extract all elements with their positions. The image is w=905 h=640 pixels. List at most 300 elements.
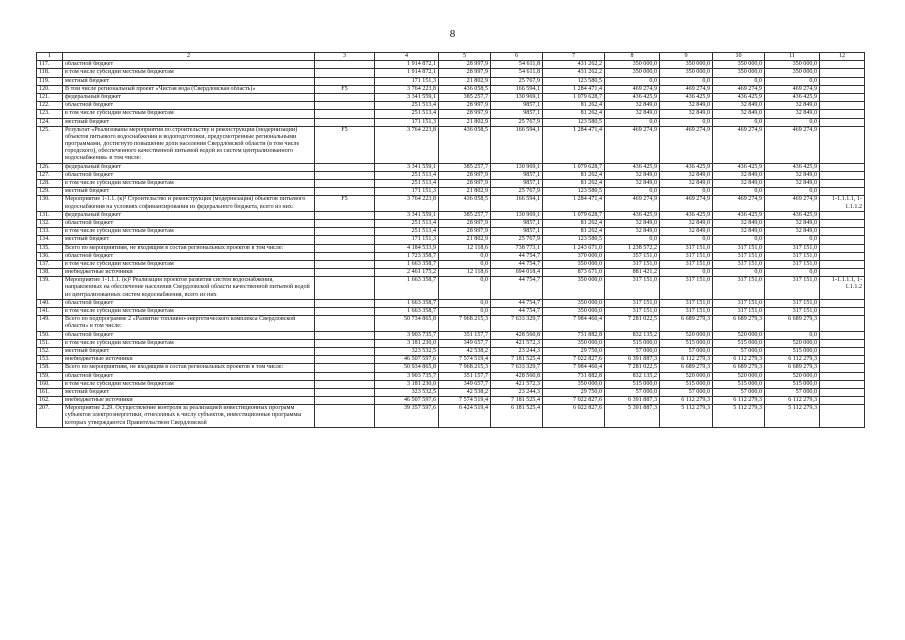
year-2028-amount: 317 151,0 <box>660 299 713 307</box>
row-description: в том числе субсидии местным бюджетам <box>63 110 315 118</box>
year-2027-amount: 317 151,0 <box>605 299 660 307</box>
row-description: федеральный бюджет <box>63 211 315 219</box>
year-2024-amount: 21 802,9 <box>439 236 491 244</box>
year-2028-amount: 6 689 279,3 <box>660 316 713 331</box>
program-code: F5 <box>315 85 375 93</box>
table-row <box>37 163 865 171</box>
year-2030-amount: 469 274,9 <box>765 196 820 211</box>
row-number: 132. <box>37 219 63 227</box>
year-2029-amount: 469 274,9 <box>713 196 765 211</box>
year-2030-amount: 436 425,9 <box>765 163 820 171</box>
year-2024-amount: 6 424 519,4 <box>439 405 491 428</box>
year-2030-amount: 32 849,0 <box>765 228 820 236</box>
target-link <box>820 252 865 260</box>
year-2025-amount: 130 969,1 <box>491 93 543 101</box>
total-amount: 3 181 230,0 <box>375 380 439 388</box>
total-amount: 251 513,4 <box>375 110 439 118</box>
target-link <box>820 126 865 163</box>
year-2029-amount: 469 274,9 <box>713 85 765 93</box>
total-amount: 323 532,5 <box>375 388 439 396</box>
year-2029-amount: 32 849,0 <box>713 102 765 110</box>
year-2026-amount: 431 262,2 <box>543 61 605 69</box>
year-2028-amount: 0,0 <box>660 77 713 85</box>
year-2030-amount: 520 000,0 <box>765 339 820 347</box>
year-2028-amount: 520 000,0 <box>660 331 713 339</box>
year-2028-amount: 350 000,0 <box>660 61 713 69</box>
year-2030-amount: 0,0 <box>765 188 820 196</box>
year-2024-amount: 385 257,7 <box>439 211 491 219</box>
target-link <box>820 339 865 347</box>
year-2025-amount: 44 754,7 <box>491 277 543 300</box>
header-cell: 1 <box>37 53 63 61</box>
year-2027-amount: 832 135,2 <box>605 372 660 380</box>
header-row <box>37 53 865 61</box>
year-2030-amount: 57 000,0 <box>765 388 820 396</box>
row-description: местный бюджет <box>63 188 315 196</box>
year-2027-amount: 57 000,0 <box>605 388 660 396</box>
row-number: 123. <box>37 110 63 118</box>
program-code <box>315 171 375 179</box>
year-2028-amount: 350 000,0 <box>660 69 713 77</box>
total-amount: 2 461 175,2 <box>375 269 439 277</box>
row-description: в том числе субсидии местным бюджетам <box>63 180 315 188</box>
header-cell: 4 <box>375 53 439 61</box>
target-link <box>820 102 865 110</box>
row-description: в том числе субсидии местным бюджетам <box>63 228 315 236</box>
year-2028-amount: 32 849,0 <box>660 228 713 236</box>
year-2024-amount: 7 968 215,3 <box>439 316 491 331</box>
target-link <box>820 163 865 171</box>
table-row <box>37 211 865 219</box>
header-cell: 5 <box>439 53 491 61</box>
year-2028-amount: 5 112 279,3 <box>660 405 713 428</box>
row-description: Мероприятие 2.29. Осуществление контроля за реализацией инвестиционных программ субъектов электроэнергетики, отнесенных к числу субъектов, инвестиционные программы которых утверждаются Правительством Свердловской <box>63 405 315 428</box>
year-2026-amount: 350 000,0 <box>543 260 605 268</box>
year-2030-amount: 317 151,0 <box>765 244 820 252</box>
year-2028-amount: 515 000,0 <box>660 339 713 347</box>
year-2028-amount: 6 112 279,3 <box>660 356 713 364</box>
table-row <box>37 126 865 163</box>
program-code <box>315 102 375 110</box>
year-2028-amount: 469 274,9 <box>660 126 713 163</box>
year-2028-amount: 32 849,0 <box>660 171 713 179</box>
year-2025-amount: 428 560,8 <box>491 331 543 339</box>
year-2027-amount: 832 135,2 <box>605 331 660 339</box>
row-description: областной бюджет <box>63 219 315 227</box>
row-number: 152. <box>37 347 63 355</box>
year-2027-amount: 0,0 <box>605 118 660 126</box>
year-2027-amount: 350 000,0 <box>605 61 660 69</box>
row-number: 120. <box>37 85 63 93</box>
year-2029-amount: 0,0 <box>713 236 765 244</box>
row-description: Всего по мероприятиям, не входящим в состав региональных проектов в том числе: <box>63 364 315 372</box>
year-2027-amount: 469 274,9 <box>605 126 660 163</box>
year-2028-amount: 520 000,0 <box>660 372 713 380</box>
program-code <box>315 347 375 355</box>
year-2027-amount: 515 000,0 <box>605 380 660 388</box>
year-2028-amount: 32 849,0 <box>660 180 713 188</box>
target-link <box>820 244 865 252</box>
target-link <box>820 372 865 380</box>
year-2030-amount: 436 425,9 <box>765 211 820 219</box>
header-cell: 9 <box>660 53 713 61</box>
year-2026-amount: 81 262,4 <box>543 171 605 179</box>
year-2026-amount: 1 079 628,7 <box>543 163 605 171</box>
year-2030-amount: 436 425,9 <box>765 93 820 101</box>
year-2030-amount: 0,0 <box>765 331 820 339</box>
year-2029-amount: 317 151,0 <box>713 299 765 307</box>
table-row <box>37 85 865 93</box>
year-2024-amount: 28 997,9 <box>439 61 491 69</box>
year-2030-amount: 6 112 279,3 <box>765 356 820 364</box>
year-2028-amount: 32 849,0 <box>660 110 713 118</box>
year-2024-amount: 42 538,2 <box>439 347 491 355</box>
year-2024-amount: 349 657,7 <box>439 380 491 388</box>
table-row <box>37 196 865 211</box>
year-2025-amount: 9857,1 <box>491 228 543 236</box>
year-2026-amount: 1 284 471,4 <box>543 126 605 163</box>
year-2026-amount: 7 984 460,4 <box>543 364 605 372</box>
year-2024-amount: 28 997,9 <box>439 69 491 77</box>
year-2026-amount: 81 262,4 <box>543 110 605 118</box>
year-2030-amount: 0,0 <box>765 118 820 126</box>
program-code <box>315 110 375 118</box>
header-cell: 3 <box>315 53 375 61</box>
row-description: местный бюджет <box>63 236 315 244</box>
total-amount: 171 151,3 <box>375 188 439 196</box>
row-description: внебюджетные источники <box>63 356 315 364</box>
year-2025-amount: 6 181 525,4 <box>491 405 543 428</box>
year-2024-amount: 28 997,9 <box>439 102 491 110</box>
row-number: 129. <box>37 188 63 196</box>
target-link <box>820 118 865 126</box>
total-amount: 251 513,4 <box>375 228 439 236</box>
header-cell: 2 <box>63 53 315 61</box>
year-2027-amount: 515 000,0 <box>605 339 660 347</box>
year-2030-amount: 469 274,9 <box>765 126 820 163</box>
year-2029-amount: 317 151,0 <box>713 277 765 300</box>
year-2025-amount: 9857,1 <box>491 171 543 179</box>
year-2027-amount: 436 425,9 <box>605 93 660 101</box>
year-2030-amount: 350 000,0 <box>765 61 820 69</box>
year-2029-amount: 32 849,0 <box>713 110 765 118</box>
program-code <box>315 405 375 428</box>
year-2029-amount: 469 274,9 <box>713 126 765 163</box>
year-2024-amount: 436 058,5 <box>439 126 491 163</box>
row-description: в том числе субсидии местным бюджетам <box>63 380 315 388</box>
year-2027-amount: 7 281 022,5 <box>605 364 660 372</box>
year-2030-amount: 6 112 279,3 <box>765 397 820 405</box>
row-description: в том числе субсидии местным бюджетам <box>63 69 315 77</box>
row-number: 130. <box>37 196 63 211</box>
year-2025-amount: 54 611,8 <box>491 61 543 69</box>
year-2029-amount: 0,0 <box>713 118 765 126</box>
year-2026-amount: 81 262,4 <box>543 219 605 227</box>
program-code: F5 <box>315 196 375 211</box>
year-2027-amount: 317 151,0 <box>605 260 660 268</box>
total-amount: 251 513,4 <box>375 102 439 110</box>
program-code <box>315 339 375 347</box>
year-2030-amount: 32 849,0 <box>765 110 820 118</box>
year-2029-amount: 350 000,0 <box>713 61 765 69</box>
total-amount: 50 734 865,8 <box>375 316 439 331</box>
year-2027-amount: 6 391 887,3 <box>605 397 660 405</box>
table-row <box>37 228 865 236</box>
row-description: областной бюджет <box>63 331 315 339</box>
year-2026-amount: 29 750,0 <box>543 347 605 355</box>
total-amount: 3 764 223,8 <box>375 126 439 163</box>
year-2029-amount: 436 425,9 <box>713 211 765 219</box>
total-amount: 171 151,3 <box>375 236 439 244</box>
header-cell: 12 <box>820 53 865 61</box>
total-amount: 1 723 358,7 <box>375 252 439 260</box>
row-number: 128. <box>37 180 63 188</box>
year-2026-amount: 81 262,4 <box>543 228 605 236</box>
year-2028-amount: 0,0 <box>660 118 713 126</box>
row-description: В том числе региональный проект «Чистая вода (Свердловская область)» <box>63 85 315 93</box>
table-row <box>37 269 865 277</box>
program-code <box>315 252 375 260</box>
year-2028-amount: 436 425,9 <box>660 211 713 219</box>
year-2024-amount: 351 157,7 <box>439 372 491 380</box>
row-number: 135. <box>37 244 63 252</box>
row-description: в том числе субсидии местным бюджетам <box>63 260 315 268</box>
year-2026-amount: 350 000,0 <box>543 277 605 300</box>
year-2027-amount: 317 151,0 <box>605 308 660 316</box>
target-link <box>820 219 865 227</box>
year-2029-amount: 317 151,0 <box>713 252 765 260</box>
table-row <box>37 102 865 110</box>
year-2024-amount: 42 538,2 <box>439 388 491 396</box>
year-2025-amount: 44 754,7 <box>491 252 543 260</box>
year-2028-amount: 317 151,0 <box>660 277 713 300</box>
total-amount: 323 532,5 <box>375 347 439 355</box>
year-2030-amount: 317 151,0 <box>765 299 820 307</box>
year-2025-amount: 130 969,1 <box>491 211 543 219</box>
year-2029-amount: 317 151,0 <box>713 244 765 252</box>
year-2028-amount: 317 151,0 <box>660 308 713 316</box>
table-row <box>37 219 865 227</box>
year-2026-amount: 123 580,5 <box>543 77 605 85</box>
target-link <box>820 188 865 196</box>
year-2029-amount: 32 849,0 <box>713 180 765 188</box>
total-amount: 3 764 223,8 <box>375 196 439 211</box>
total-amount: 3 181 230,0 <box>375 339 439 347</box>
year-2027-amount: 32 849,0 <box>605 102 660 110</box>
year-2026-amount: 350 000,0 <box>543 339 605 347</box>
row-number: 124. <box>37 118 63 126</box>
row-number: 153. <box>37 356 63 364</box>
target-link <box>820 180 865 188</box>
total-amount: 171 151,3 <box>375 77 439 85</box>
row-description: областной бюджет <box>63 299 315 307</box>
year-2027-amount: 0,0 <box>605 188 660 196</box>
program-code <box>315 69 375 77</box>
table-row <box>37 118 865 126</box>
year-2028-amount: 6 689 279,3 <box>660 364 713 372</box>
table-row <box>37 188 865 196</box>
year-2025-amount: 9857,1 <box>491 180 543 188</box>
year-2025-amount: 130 969,1 <box>491 163 543 171</box>
total-amount: 251 513,4 <box>375 180 439 188</box>
year-2025-amount: 23 244,3 <box>491 347 543 355</box>
year-2027-amount: 57 000,0 <box>605 347 660 355</box>
year-2030-amount: 0,0 <box>765 236 820 244</box>
year-2025-amount: 54 611,8 <box>491 69 543 77</box>
year-2028-amount: 317 151,0 <box>660 252 713 260</box>
target-link <box>820 331 865 339</box>
year-2025-amount: 44 754,7 <box>491 260 543 268</box>
year-2030-amount: 0,0 <box>765 269 820 277</box>
year-2029-amount: 515 000,0 <box>713 380 765 388</box>
row-number: 207. <box>37 405 63 428</box>
year-2030-amount: 515 000,0 <box>765 347 820 355</box>
row-number: 150. <box>37 331 63 339</box>
year-2030-amount: 350 000,0 <box>765 69 820 77</box>
year-2024-amount: 351 157,7 <box>439 331 491 339</box>
program-code: F5 <box>315 126 375 163</box>
year-2026-amount: 81 262,4 <box>543 180 605 188</box>
year-2030-amount: 317 151,0 <box>765 260 820 268</box>
row-description: областной бюджет <box>63 252 315 260</box>
program-code <box>315 331 375 339</box>
row-number: 160. <box>37 380 63 388</box>
program-code <box>315 380 375 388</box>
table-row <box>37 356 865 364</box>
row-number: 151. <box>37 339 63 347</box>
total-amount: 3 903 735,7 <box>375 331 439 339</box>
year-2024-amount: 28 997,9 <box>439 228 491 236</box>
year-2029-amount: 57 000,0 <box>713 347 765 355</box>
year-2026-amount: 370 000,0 <box>543 252 605 260</box>
row-number: 161. <box>37 388 63 396</box>
year-2024-amount: 7 574 519,4 <box>439 397 491 405</box>
year-2029-amount: 436 425,9 <box>713 163 765 171</box>
year-2025-amount: 7 181 525,4 <box>491 397 543 405</box>
target-link <box>820 299 865 307</box>
row-description: областной бюджет <box>63 102 315 110</box>
year-2028-amount: 0,0 <box>660 188 713 196</box>
row-number: 158. <box>37 364 63 372</box>
year-2030-amount: 32 849,0 <box>765 219 820 227</box>
year-2024-amount: 0,0 <box>439 299 491 307</box>
total-amount: 4 184 533,9 <box>375 244 439 252</box>
year-2026-amount: 350 000,0 <box>543 299 605 307</box>
year-2026-amount: 731 882,8 <box>543 372 605 380</box>
year-2028-amount: 57 000,0 <box>660 388 713 396</box>
year-2026-amount: 1 284 471,4 <box>543 196 605 211</box>
year-2024-amount: 28 997,9 <box>439 180 491 188</box>
total-amount: 251 513,4 <box>375 171 439 179</box>
row-description: Результат «Реализованы мероприятия по строительству и реконструкции (модернизации) объектов питьевого водоснабжения и водоподготовки, предусмотренные региональными программами, достигнуто повышение доли населения Свердловской области (в том числе городского), обеспеченного качественной питьевой водой из систем централизованного водоснабжения» в том числе: <box>63 126 315 163</box>
target-link <box>820 211 865 219</box>
year-2025-amount: 25 767,9 <box>491 77 543 85</box>
year-2024-amount: 0,0 <box>439 260 491 268</box>
table-row <box>37 69 865 77</box>
year-2030-amount: 32 849,0 <box>765 171 820 179</box>
total-amount: 171 151,3 <box>375 118 439 126</box>
year-2030-amount: 6 689 279,3 <box>765 316 820 331</box>
row-description: областной бюджет <box>63 171 315 179</box>
budget-table <box>36 52 865 428</box>
row-number: 133. <box>37 228 63 236</box>
program-code <box>315 163 375 171</box>
row-description: федеральный бюджет <box>63 163 315 171</box>
row-description: Мероприятие 1-1.1. (к)² Строительство и реконструкция (модернизация) объектов питьевого водоснабжения на условиях софинансирования из федерального бюджета, всего из них: <box>63 196 315 211</box>
year-2029-amount: 317 151,0 <box>713 308 765 316</box>
year-2030-amount: 520 000,0 <box>765 372 820 380</box>
year-2026-amount: 123 580,5 <box>543 118 605 126</box>
program-code <box>315 372 375 380</box>
program-code <box>315 211 375 219</box>
year-2027-amount: 32 849,0 <box>605 171 660 179</box>
year-2029-amount: 520 000,0 <box>713 372 765 380</box>
row-number: 122. <box>37 102 63 110</box>
year-2029-amount: 32 849,0 <box>713 228 765 236</box>
year-2028-amount: 0,0 <box>660 269 713 277</box>
row-number: 159. <box>37 372 63 380</box>
year-2024-amount: 436 058,5 <box>439 196 491 211</box>
program-code <box>315 219 375 227</box>
program-code <box>315 118 375 126</box>
program-code <box>315 228 375 236</box>
year-2028-amount: 469 274,9 <box>660 196 713 211</box>
target-link <box>820 347 865 355</box>
year-2030-amount: 317 151,0 <box>765 277 820 300</box>
header-cell: 6 <box>491 53 543 61</box>
target-link <box>820 171 865 179</box>
table-row <box>37 277 865 300</box>
row-number: 149. <box>37 316 63 331</box>
year-2025-amount: 428 560,8 <box>491 372 543 380</box>
year-2025-amount: 738 773,1 <box>491 244 543 252</box>
row-number: 134. <box>37 236 63 244</box>
year-2025-amount: 9857,1 <box>491 110 543 118</box>
year-2026-amount: 731 882,8 <box>543 331 605 339</box>
year-2024-amount: 28 997,9 <box>439 171 491 179</box>
year-2026-amount: 350 000,0 <box>543 308 605 316</box>
year-2025-amount: 7 633 329,7 <box>491 316 543 331</box>
year-2027-amount: 32 849,0 <box>605 110 660 118</box>
table-row <box>37 180 865 188</box>
year-2026-amount: 431 262,2 <box>543 69 605 77</box>
header-cell: 8 <box>605 53 660 61</box>
target-link <box>820 77 865 85</box>
target-link <box>820 356 865 364</box>
year-2029-amount: 6 689 279,3 <box>713 316 765 331</box>
year-2027-amount: 881 421,2 <box>605 269 660 277</box>
row-number: 137. <box>37 260 63 268</box>
total-amount: 1 663 358,7 <box>375 260 439 268</box>
row-number: 126. <box>37 163 63 171</box>
year-2029-amount: 6 112 279,3 <box>713 356 765 364</box>
year-2024-amount: 7 574 519,4 <box>439 356 491 364</box>
year-2027-amount: 6 391 887,3 <box>605 356 660 364</box>
table-row <box>37 93 865 101</box>
year-2025-amount: 23 244,3 <box>491 388 543 396</box>
row-description: областной бюджет <box>63 61 315 69</box>
year-2027-amount: 469 274,9 <box>605 85 660 93</box>
row-number: 121. <box>37 93 63 101</box>
page-number: 8 <box>449 28 456 40</box>
year-2027-amount: 357 151,0 <box>605 252 660 260</box>
year-2029-amount: 350 000,0 <box>713 69 765 77</box>
year-2024-amount: 436 058,5 <box>439 85 491 93</box>
table-row <box>37 372 865 380</box>
year-2029-amount: 57 000,0 <box>713 388 765 396</box>
year-2026-amount: 1 079 628,7 <box>543 93 605 101</box>
table-row <box>37 347 865 355</box>
